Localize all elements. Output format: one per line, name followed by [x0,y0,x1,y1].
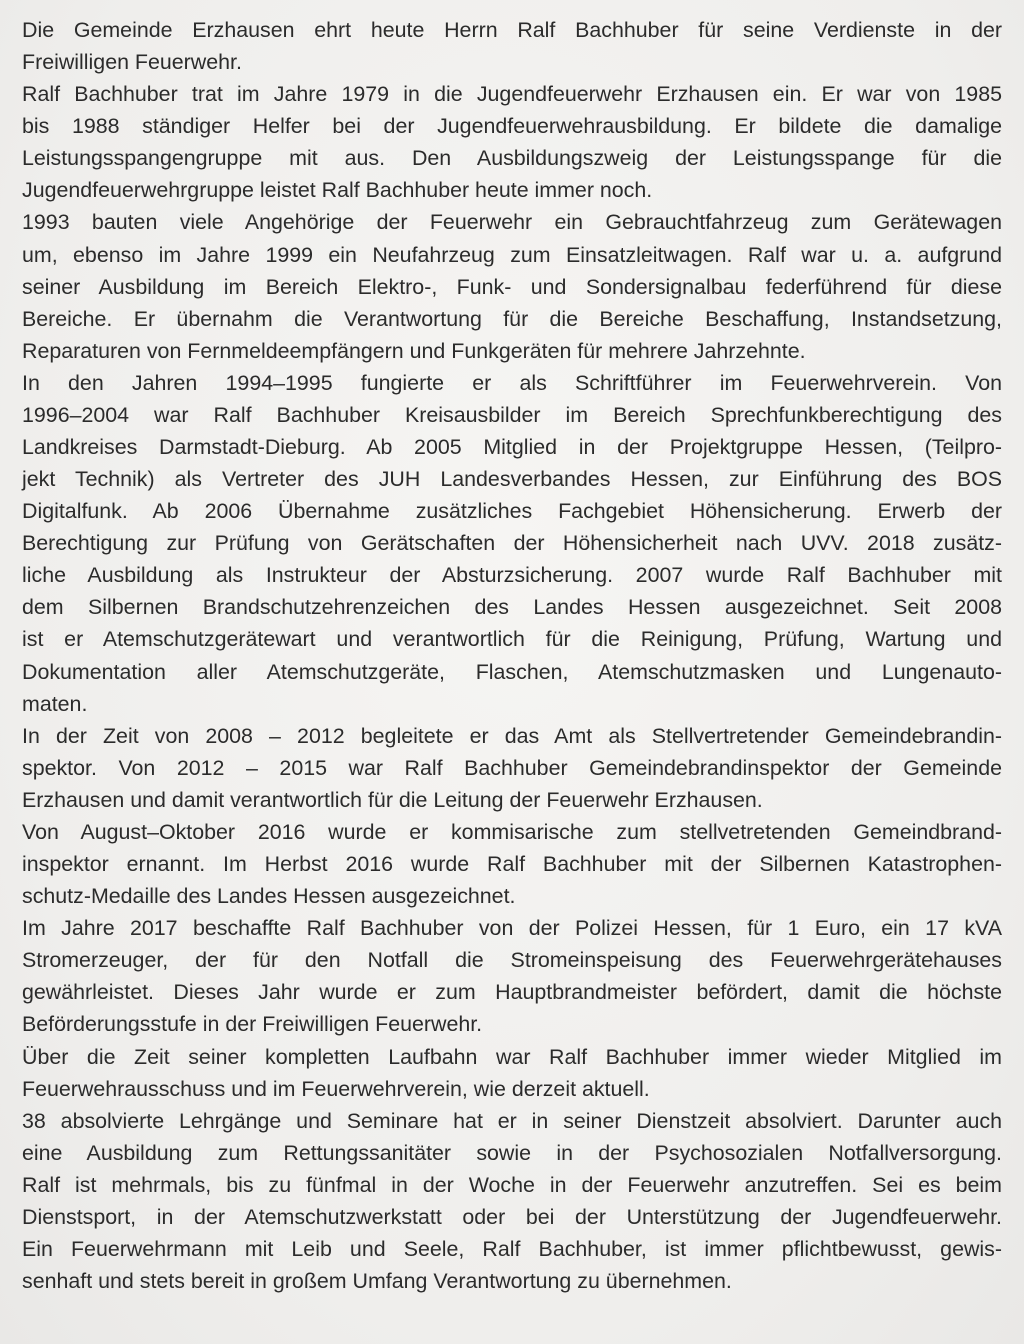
text-line: Ralf Bachhuber trat im Jahre 1979 in die Jugendfeuerwehr Erzhausen ein. Er war von 1985 [22,82,1002,107]
text-line: Berechtigung zur Prüfung von Gerätschaften der Höhensicherheit nach UVV. 2018 zusätz- [22,531,1002,556]
text-line: Ein Feuerwehrmann mit Leib und Seele, Ralf Bachhuber, ist immer pflichtbewusst, gewis- [22,1236,1002,1261]
document-body [22,14,1002,1297]
text-line: Dokumentation aller Atemschutzgeräte, Flaschen, Atemschutzmasken und Lungenauto- [22,659,1002,684]
text-line: Freiwilligen Feuerwehr. [22,50,242,75]
text-line: maten. [22,691,88,716]
text-line: ist er Atemschutzgerätewart und verantwortlich für die Reinigung, Prüfung, Wartung und [22,627,1002,652]
text-line: senhaft und stets bereit in großem Umfang Verantwortung zu übernehmen. [22,1269,732,1294]
text-line: 38 absolvierte Lehrgänge und Seminare hat er in seiner Dienstzeit absolviert. Darunter auch [22,1108,1002,1133]
text-line: Reparaturen von Fernmeldeempfängern und Funkgeräten für mehrere Jahrzehnte. [22,338,806,363]
text-line: Ralf ist mehrmals, bis zu fünfmal in der Woche in der Feuerwehr anzutreffen. Sei es beim [22,1172,1002,1197]
text-line: jekt Technik) als Vertreter des JUH Landesverbandes Hessen, zur Einführung des BOS [22,467,1002,492]
text-line: inspektor ernannt. Im Herbst 2016 wurde Ralf Bachhuber mit der Silbernen Katastrophen- [22,852,1002,877]
text-line: Erzhausen und damit verantwortlich für die Leitung der Feuerwehr Erzhausen. [22,787,763,812]
text-line: bis 1988 ständiger Helfer bei der Jugendfeuerwehrausbildung. Er bildete die damalige [22,114,1002,139]
text-line: Digitalfunk. Ab 2006 Übernahme zusätzliches Fachgebiet Höhensicherung. Erwerb der [22,499,1002,524]
text-line: um, ebenso im Jahre 1999 ein Neufahrzeug zum Einsatzleitwagen. Ralf war u. a. aufgrund [22,242,1002,267]
text-line: In der Zeit von 2008 – 2012 begleitete er das Amt als Stellvertretender Gemeindebrandin- [22,723,1002,748]
text-line: gewährleistet. Dieses Jahr wurde er zum Hauptbrandmeister befördert, damit die höchste [22,980,1002,1005]
text-line: In den Jahren 1994–1995 fungierte er als Schriftführer im Feuerwehrverein. Von [22,370,1002,395]
text-line: 1996–2004 war Ralf Bachhuber Kreisausbilder im Bereich Sprechfunkberechtigung des [22,402,1002,427]
text-line: spektor. Von 2012 – 2015 war Ralf Bachhuber Gemeindebrandinspektor der Gemeinde [22,755,1002,780]
text-line: seiner Ausbildung im Bereich Elektro-, Funk- und Sondersignalbau federführend für diese [22,274,1002,299]
text-line: eine Ausbildung zum Rettungssanitäter sowie in der Psychosozialen Notfallversorgung. [22,1140,1002,1165]
text-line: Leistungsspangengruppe mit aus. Den Ausbildungszweig der Leistungsspange für die [22,146,1002,171]
text-line: Die Gemeinde Erzhausen ehrt heute Herrn Ralf Bachhuber für seine Verdienste in der [22,18,1002,42]
text-line: Über die Zeit seiner kompletten Laufbahn war Ralf Bachhuber immer wieder Mitglied im [22,1044,1002,1069]
text-line: 1993 bauten viele Angehörige der Feuerwehr ein Gebrauchtfahrzeug zum Gerätewagen [22,210,1002,235]
text-line: Im Jahre 2017 beschaffte Ralf Bachhuber von der Polizei Hessen, für 1 Euro, ein 17 kVA [22,916,1002,941]
text-line: Dienstsport, in der Atemschutzwerkstatt oder bei der Unterstützung der Jugendfeuerwehr. [22,1204,1002,1229]
text-line: Feuerwehrausschuss und im Feuerwehrverein, wie derzeit aktuell. [22,1076,650,1101]
text-line: Bereiche. Er übernahm die Verantwortung für die Bereiche Beschaffung, Instandsetzung, [22,306,1002,331]
text-line: Von August–Oktober 2016 wurde er kommisarische zum stellvetretenden Gemeindbrand- [22,819,1002,844]
text-line: schutz-Medaille des Landes Hessen ausgezeichnet. [22,884,516,909]
text-line: liche Ausbildung als Instrukteur der Absturzsicherung. 2007 wurde Ralf Bachhuber mit [22,563,1002,588]
text-line: Jugendfeuerwehrgruppe leistet Ralf Bachhuber heute immer noch. [22,178,653,203]
text-line: Stromerzeuger, der für den Notfall die Stromeinspeisung des Feuerwehrgerätehauses [22,948,1002,973]
text-line: Landkreises Darmstadt-Dieburg. Ab 2005 Mitglied in der Projektgruppe Hessen, (Teilpro- [22,435,1002,460]
text-line: Beförderungsstufe in der Freiwilligen Feuerwehr. [22,1012,483,1037]
text-line: dem Silbernen Brandschutzehrenzeichen des Landes Hessen ausgezeichnet. Seit 2008 [22,595,1002,620]
